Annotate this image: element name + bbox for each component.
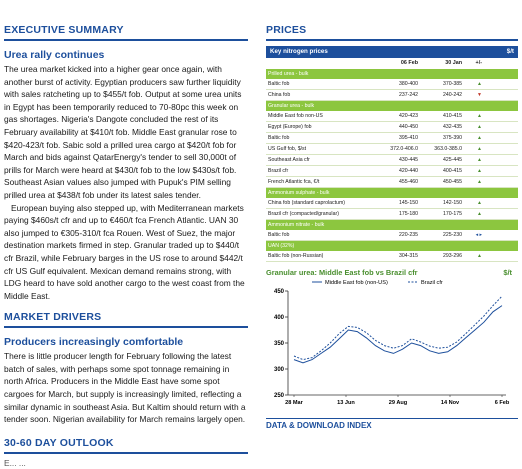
price-cell-jan: 425-445 <box>442 157 462 163</box>
cut-off-text: E... ... <box>4 457 26 468</box>
price-cell-feb: 440-450 <box>398 124 418 130</box>
col-06-feb: 06 Feb <box>400 60 418 66</box>
price-cell-name: Baltic fob <box>268 232 290 238</box>
price-cell-name: China fob (standard caprolactum) <box>268 200 345 206</box>
price-cell-chg: ▼ <box>477 92 482 98</box>
x-tick-label: 13 Jun <box>337 400 355 406</box>
price-cell-feb: 455-460 <box>398 179 418 185</box>
price-cell-feb: 175-180 <box>398 211 418 217</box>
headline-urea-rally: Urea rally continues <box>4 49 105 61</box>
price-row <box>266 177 518 188</box>
price-cell-chg: ▲ <box>477 157 482 163</box>
price-row <box>266 133 518 144</box>
section-rule <box>266 418 518 419</box>
price-cell-jan: 293-296 <box>442 253 462 259</box>
x-tick-label: 29 Aug <box>388 400 408 406</box>
price-cell-jan: 450-455 <box>442 179 462 185</box>
chart-title: Granular urea: Middle East fob vs Brazil cfr <box>266 268 418 277</box>
price-subheader: UAN (32%) <box>266 241 518 251</box>
price-cell-feb: 430-445 <box>398 157 418 163</box>
price-row <box>266 155 518 166</box>
price-cell-chg: ▲ <box>477 135 482 141</box>
price-cell-chg: ▲ <box>477 146 482 152</box>
outlook-title: 30-60 DAY OUTLOOK <box>4 436 114 449</box>
price-subheader: Ammonium nitrate - bulk <box>266 220 518 230</box>
price-cell-chg: ▲ <box>477 211 482 217</box>
col-30-jan: 30 Jan <box>445 60 462 66</box>
prices-table-header <box>266 46 518 58</box>
price-cell-feb: 380-400 <box>398 81 418 87</box>
price-cell-chg: ◂ ▸ <box>475 232 482 238</box>
left-column <box>0 0 248 468</box>
price-cell-feb: 220-235 <box>398 232 418 238</box>
price-cell-jan: 170-175 <box>442 211 462 217</box>
prices-table-columns <box>266 58 518 69</box>
headline-producers: Producers increasingly comfortable <box>4 336 184 349</box>
price-cell-feb: 145-150 <box>398 200 418 206</box>
price-cell-chg: ▲ <box>477 113 482 119</box>
right-column <box>266 0 518 450</box>
section-rule <box>4 326 248 328</box>
price-row <box>266 90 518 101</box>
price-cell-name: French Atlantic fca, €/t <box>268 179 320 185</box>
prices-table-body <box>266 69 518 262</box>
legend-label: Brazil cfr <box>421 280 443 286</box>
summary-paragraph-1: The urea market kicked into a higher gear once again, with another burst of activity. Egyptian producers saw further liquidity with sales ratcheting up to $455/t fob. Output at some urea units in Egypt has been temporarily reduced to 70-80pc this week on gas shortages. Nigeria's Dangote concluded the rest of its February availability at $410/t fob. Middle East granular rose to $420-423/t fob. Sabic sold a prilled urea cargo at $420/t fob for March and bids against QatarEnergy's tender to sell 30,000t of prills for March were heard at $430/t fob to the low $430s/t fob. Southeast Asian values also jumped with Pupuk's PIM selling prilled urea at $438/t fob under its latest sales tender. <box>4 64 242 200</box>
x-tick-label: 6 Feb <box>494 400 510 406</box>
price-cell-jan: 375-390 <box>442 135 462 141</box>
price-cell-name: Baltic fob (non-Russian) <box>268 253 324 259</box>
prices-table-title: Key nitrogen prices <box>270 48 328 55</box>
price-cell-feb: 395-410 <box>398 135 418 141</box>
price-cell-jan: 225-230 <box>442 232 462 238</box>
price-cell-name: US Gulf fob, $/st <box>268 146 307 152</box>
price-row <box>266 111 518 122</box>
x-tick-label: 28 Mar <box>285 400 303 406</box>
price-row <box>266 251 518 262</box>
y-tick-label: 450 <box>273 289 284 295</box>
price-cell-name: Baltic fob <box>268 135 290 141</box>
col-change: +/- <box>475 60 482 66</box>
price-cell-feb: 372.0-406.0 <box>390 146 418 152</box>
price-cell-chg: ▲ <box>477 200 482 206</box>
y-tick-label: 400 <box>273 315 284 321</box>
executive-summary-title: EXECUTIVE SUMMARY <box>4 24 124 36</box>
series-line <box>294 306 502 363</box>
y-tick-label: 300 <box>273 367 284 373</box>
price-row <box>266 198 518 209</box>
price-cell-name: Southeast Asia cfr <box>268 157 310 163</box>
price-cell-name: Middle East fob non-US <box>268 113 323 119</box>
prices-table-unit: $/t <box>506 48 514 55</box>
price-cell-jan: 240-242 <box>442 92 462 98</box>
urea-line-chart <box>266 277 518 407</box>
price-subheader: Prilled urea - bulk <box>266 69 518 79</box>
price-subheader: Ammonium sulphate - bulk <box>266 188 518 198</box>
price-cell-chg: ▲ <box>477 179 482 185</box>
chart-title-row <box>266 268 518 277</box>
price-cell-feb: 420-423 <box>398 113 418 119</box>
price-row <box>266 209 518 220</box>
prices-title: PRICES <box>266 24 307 36</box>
y-tick-label: 250 <box>273 393 284 399</box>
section-rule <box>4 39 248 41</box>
summary-paragraph-2: European buying also stepped up, with Mediterranean markets paying $460s/t cfr and up to €460/t fca French Atlantic. UAN 30 also jumped to €305-310/t fca Rouen. West of Suez, the major destination markets firmed in step. Granular traded up to $440/t cfr Brazil, while February barges in the US rose to around $442/t cfr US Gulf equivalent. Mexican demand remains strong, with LDG heard to have sold another cargo to the west coast from the Middle East. <box>4 202 245 301</box>
price-cell-jan: 363.0-385.0 <box>434 146 462 152</box>
legend-label: Middle East fob (non-US) <box>325 280 388 286</box>
price-row <box>266 230 518 241</box>
price-cell-feb: 420-440 <box>398 168 418 174</box>
price-cell-jan: 432-435 <box>442 124 462 130</box>
price-row <box>266 79 518 90</box>
drivers-paragraph: There is little producer length for February following the latest batch of sales, with perhaps some spot tonnage remaining in north Africa. Producers in the Middle East have some spot cargoes for March, but supply is increasingly limited, reflecting a similar dynamic in southeast Asia. But Kaltim should return with a tender soon. Nigerian availability for March remains largely open. <box>4 351 246 425</box>
price-cell-name: Egypt (Europe) fob <box>268 124 312 130</box>
price-cell-name: Baltic fob <box>268 81 290 87</box>
price-row <box>266 166 518 177</box>
section-rule <box>4 452 248 454</box>
price-cell-name: Brazil cfr (compacted/granular) <box>268 211 339 217</box>
price-cell-jan: 400-415 <box>442 168 462 174</box>
price-row <box>266 122 518 133</box>
price-cell-chg: ▲ <box>477 253 482 259</box>
price-row <box>266 144 518 155</box>
y-tick-label: 350 <box>273 341 284 347</box>
data-index-title: DATA & DOWNLOAD INDEX <box>266 421 372 430</box>
price-subheader: Granular urea - bulk <box>266 101 518 111</box>
price-cell-jan: 370-385 <box>442 81 462 87</box>
chart-unit: $/t <box>503 268 512 277</box>
market-drivers-title: MARKET DRIVERS <box>4 311 102 324</box>
price-cell-chg: ▲ <box>477 81 482 87</box>
price-cell-feb: 237-242 <box>398 92 418 98</box>
price-cell-jan: 142-150 <box>442 200 462 206</box>
price-cell-chg: ▲ <box>477 124 482 130</box>
price-cell-chg: ▲ <box>477 168 482 174</box>
price-cell-jan: 410-415 <box>442 113 462 119</box>
x-tick-label: 14 Nov <box>440 400 460 406</box>
price-cell-name: Brazil cfr <box>268 168 289 174</box>
price-cell-feb: 304-315 <box>398 253 418 259</box>
section-rule <box>266 39 518 41</box>
price-cell-name: China fob <box>268 92 291 98</box>
